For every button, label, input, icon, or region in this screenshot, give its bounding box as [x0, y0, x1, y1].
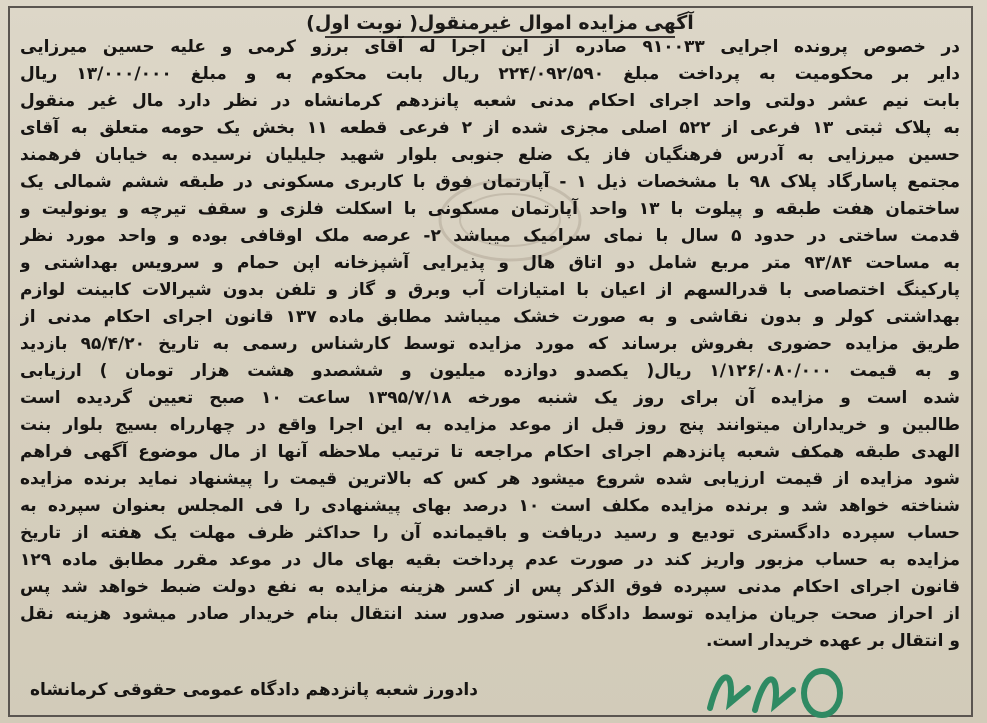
notice-line: در خصوص پرونده اجرایی ۹۱۰۰۳۳ صادره از این اجرا له آقای برزو کرمی و علیه حسین میرزایی	[20, 37, 960, 57]
notice-line: پارکینگ اختصاصی با قدرالسهم از اعیان با امتیازات آب وبرق و گاز و تلفن بدون شیرالات کابینت لوازم	[20, 280, 960, 300]
notice-line: بابت نیم عشر دولتی واحد اجرای احکام مدنی شعبه پانزدهم کرمانشاه در نظر دارد مال غیر منقول	[20, 91, 960, 111]
signature-text: دادورز شعبه پانزدهم دادگاه عمومی حقوقی کرمانشاه	[30, 680, 478, 700]
notice-line: مجتمع پاسارگاد پلاک ۹۸ با مشخصات ذیل ۱ - آپارتمان فوق با کاربری مسکونی در طبقه ششم شمالی یک	[20, 172, 960, 192]
notice-line: شده است و مزایده آن برای روز یک شنبه مورخه ۱۳۹۵/۷/۱۸ ساعت ۱۰ صبح تعیین گردیده است	[20, 388, 960, 408]
notice-line: از احراز صحت جریان مزایده توسط دادگاه دستور صدور سند انتقال بنام خریدار صادر میشود هزینه نقل	[20, 604, 960, 624]
notice-line: قانون اجرای احکام مدنی سپرده فوق الذکر پس از کسر هزینه مزایده به نفع دولت ضبط خواهد شد پس	[20, 577, 960, 597]
handwritten-number	[700, 648, 850, 723]
notice-line: طریق مزایده حضوری بفروش برساند که مورد مزایده توسط کارشناس رسمی به تاریخ ۹۵/۴/۲۰ بازدید	[20, 334, 960, 354]
notice-line: و به قیمت ۱/۱۲۶/۰۸۰/۰۰۰ ریال( یکصدو دوازده میلیون و ششصدو هشت هزار تومان ) ارزیابی	[20, 361, 960, 381]
notice-line: دایر بر محکومیت به پرداخت مبلغ ۲۲۴/۰۹۲/۵۹۰ ریال بابت محکوم به و مبلغ ۱۳/۰۰۰/۰۰۰ ریال	[20, 64, 960, 84]
notice-body	[20, 34, 960, 655]
notice-line: مزایده به حساب مزبور واریز کند در صورت عدم پرداخت بقیه بهای مال در موعد مقرر مطابق ماده ۱۲۹	[20, 550, 960, 570]
notice-line: بهداشتی کولر و بدون نقاشی و به صورت خشک میباشد مطابق ماده ۱۳۷ قانون اجرای احکام مدنی از	[20, 307, 960, 327]
notice-line: به پلاک ثبتی ۱۳ فرعی از ۵۲۲ اصلی مجزی شده از ۲ فرعی قطعه ۱۱ بخش یک حومه متعلق به آقای	[20, 118, 960, 138]
notice-line: قدمت ساختی در حدود ۵ سال با نمای سرامیک میباشد ۲- عرصه ملک اوقافی بوده و واحد مورد نظر	[20, 226, 960, 246]
notice-line: الهدی طبقه همکف شعبه پانزدهم اجرای احکام مراجعه تا ترتیب ملاحظه آنها از مال موضوع آگهی فراهم	[20, 442, 960, 462]
notice-line: ساختمان هفت طبقه و پیلوت با ۱۳ واحد آپارتمان مسکونی با اسکلت فلزی و سقف تیرچه و یونولیت و	[20, 199, 960, 219]
notice-line: شود مزایده از قیمت ارزیابی شده شروع میشود هر کس که بالاترین قیمت را پیشنهاد نماید برنده مزایده	[20, 469, 960, 489]
notice-line: حساب سپرده دادگستری تودیع و رسید دریافت و باقیمانده آن را حداکثر ظرف مهلت یک هفته از تاریخ	[20, 523, 960, 543]
notice-line: و انتقال بر عهده خریدار است.	[706, 631, 960, 651]
notice-line: حسین میرزایی به آدرس فرهنگیان فاز یک ضلع جنوبی بلوار شهید جلیلیان نرسیده به خیابان فرهمند	[20, 145, 960, 165]
notice-line: شناخته خواهد شد و برنده مزایده مکلف است ۱۰ درصد بهای پیشنهادی را فی المجلس بعنوان سپرده به	[20, 496, 960, 516]
notice-line: طالبین و خریداران میتوانند پنج روز قبل از موعد مزایده به این اجرا واقع در چهارراه بسیج بلوار بنت	[20, 415, 960, 435]
notice-title: آگهی مزایده اموال غیرمنقول( نوبت اول)	[306, 12, 694, 34]
notice-line: به مساحت ۹۳/۸۴ متر مربع شامل دو اتاق هال و پذیرایی آشپزخانه اپن حمام و سرویس بهداشتی و	[20, 253, 960, 273]
